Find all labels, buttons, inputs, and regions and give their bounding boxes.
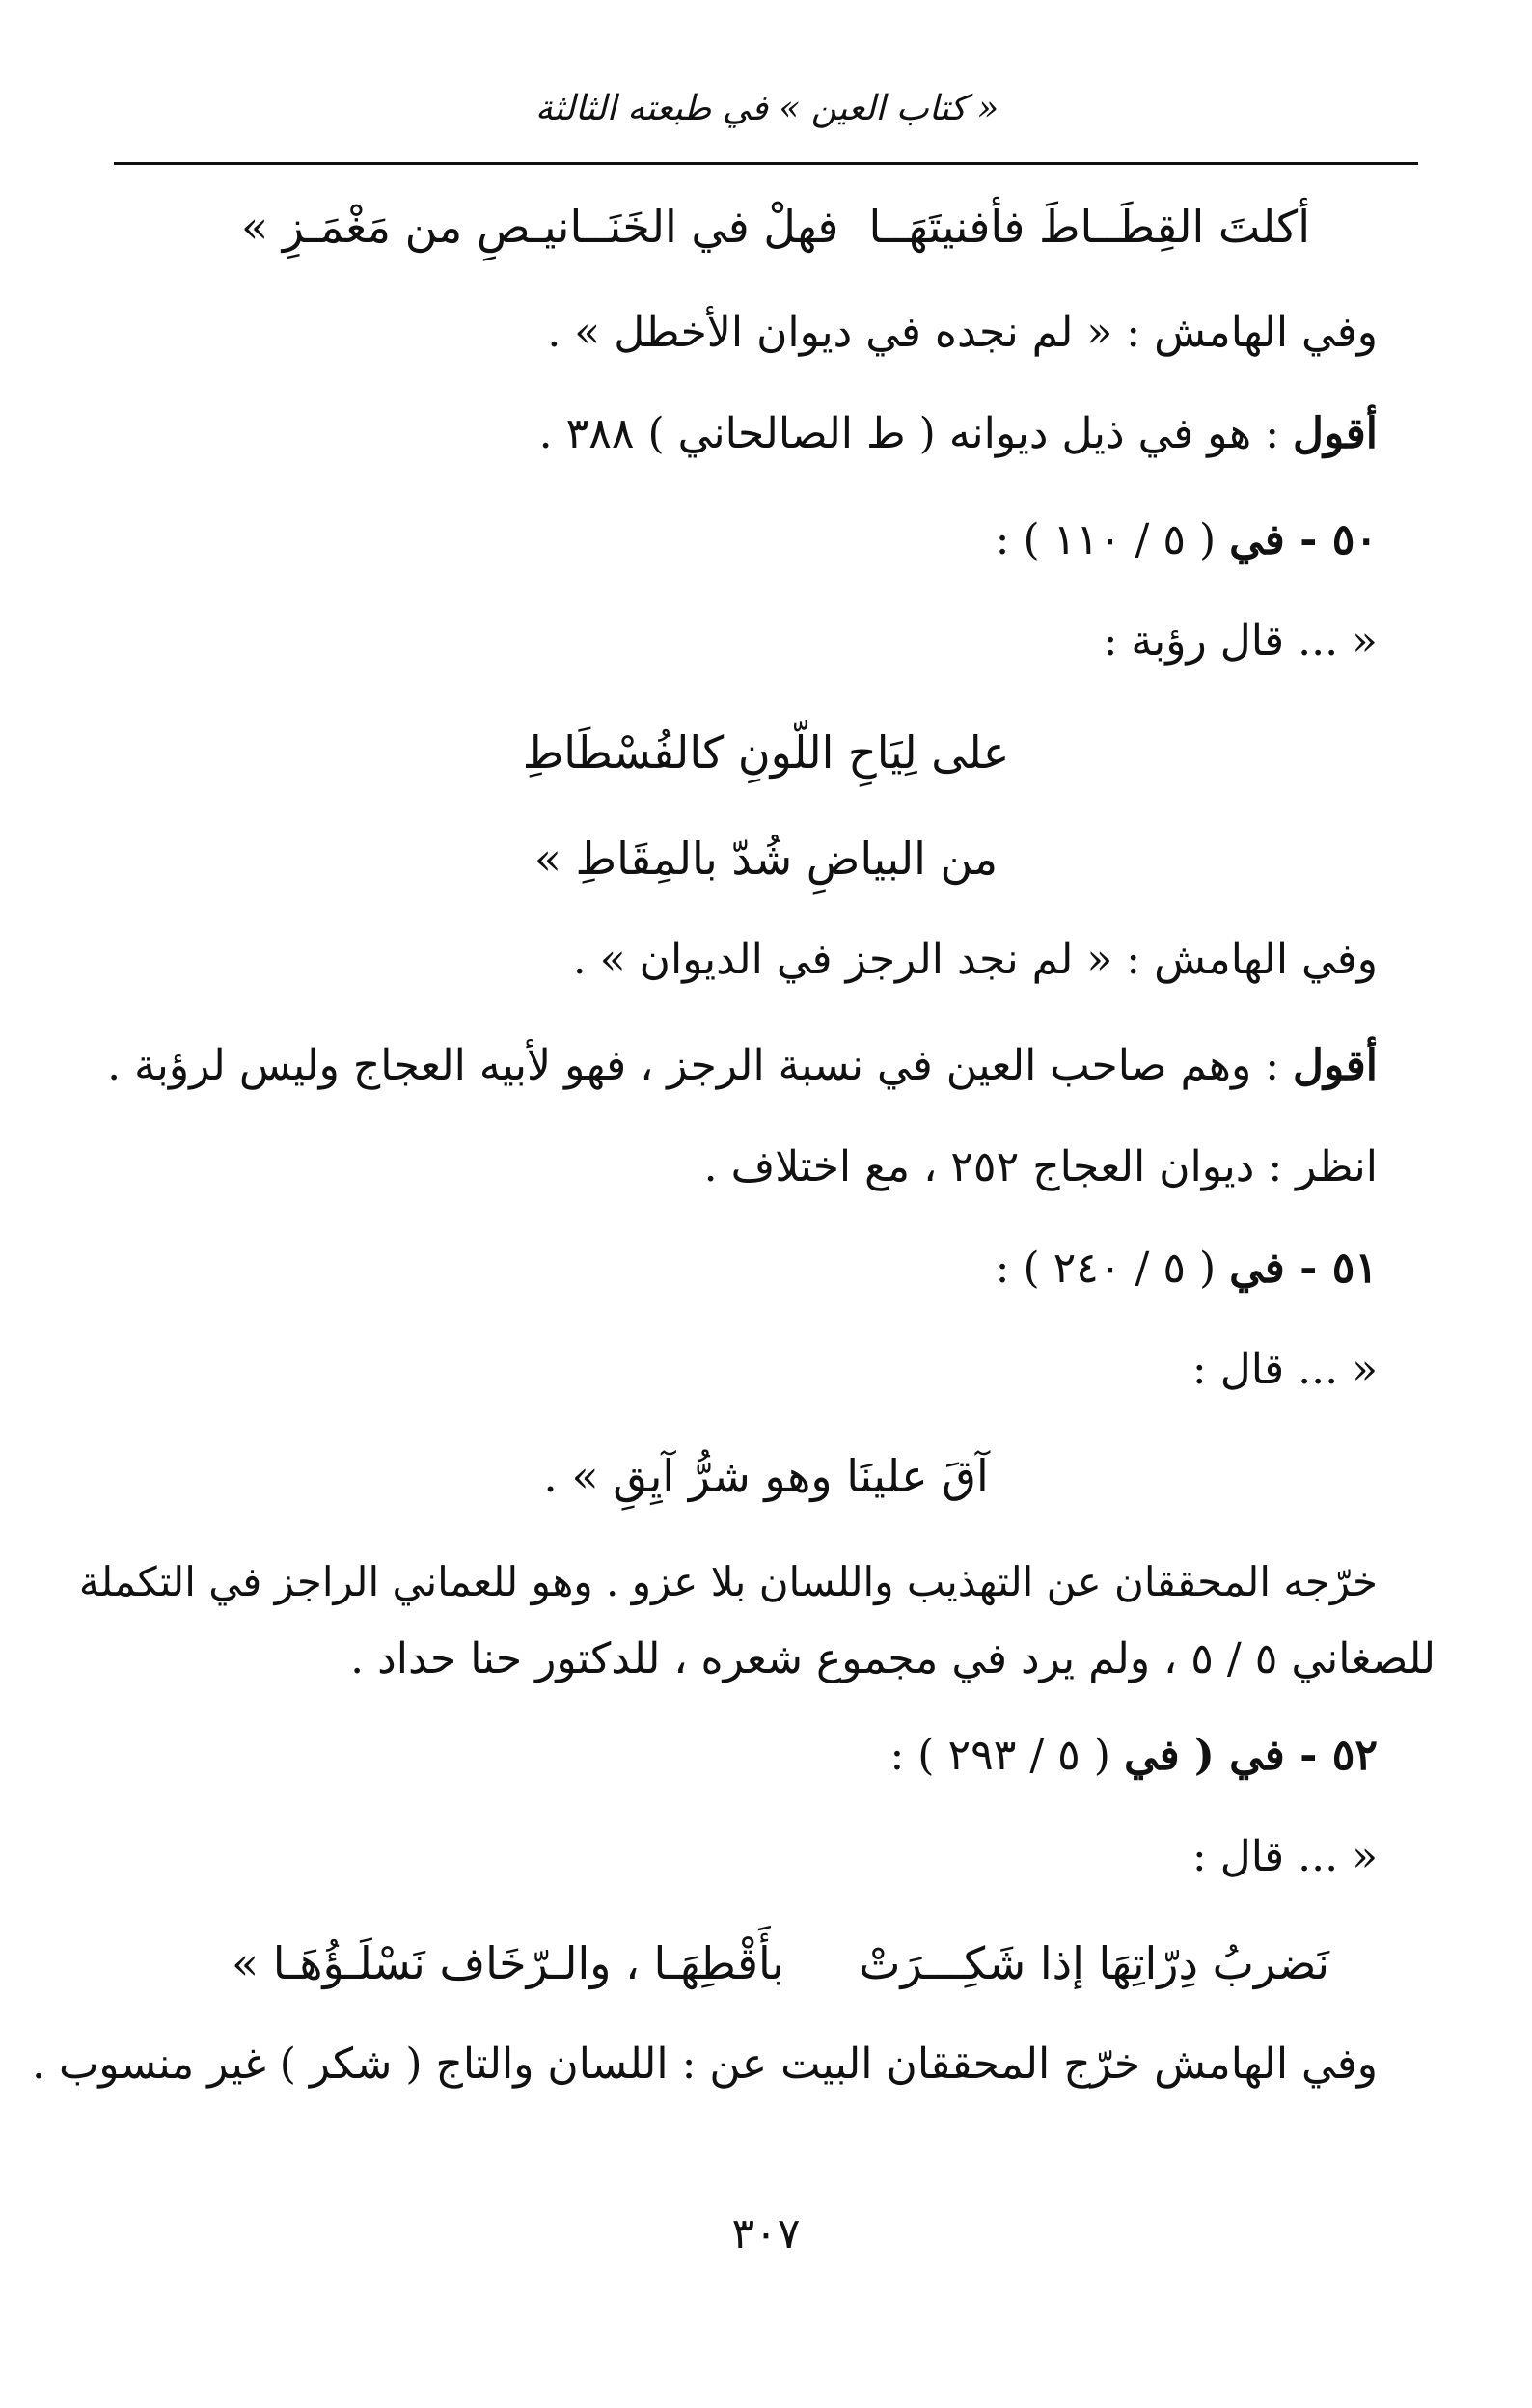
quote-52: « ... قال : (1191, 1832, 1378, 1881)
quote-50: « ... قال رؤبة : (1103, 616, 1378, 666)
verse-2-first-hemistich: نَضربُ دِرّاتِهَا إذا شَكِـــرَتْ (859, 1937, 1329, 1989)
aqul-1 (125, 405, 1378, 463)
verse-2-second-hemistich: بأَقْطِهَـا ، والـرّخَاف نَسْلَـؤُهَـا » (232, 1937, 784, 1989)
running-head: « كتاب العين » في طبعته الثالثة (534, 89, 999, 128)
entry-52 (125, 1727, 1378, 1785)
verse-1-first-hemistich: أكلتَ القِطَــاطَ فأفنيتَهَــا (868, 201, 1310, 253)
aqul-2-label: أقول (1293, 1041, 1378, 1090)
aqul-1-label: أقول (1293, 409, 1378, 458)
entry-51 (125, 1240, 1378, 1298)
entry-50 (125, 511, 1378, 569)
entry-52-label: ٥٢ - في ( في (1123, 1731, 1378, 1780)
entry-52-ref: ( ٥ / ٢٩٣ ) : (889, 1731, 1124, 1780)
entry-50-ref: ( ٥ / ١١٠ ) : (995, 515, 1230, 564)
entry-51-ref: ( ٥ / ٢٤٠ ) : (995, 1244, 1230, 1293)
aqul-1-text: : هو في ذيل ديوانه ( ط الصالحاني ) ٣٨٨ . (538, 409, 1294, 458)
header-rule (114, 162, 1418, 165)
comment-51-line-2: للصغاني ٥ / ٥ ، ولم يرد في مجموع شعره ، للدكتور حنا حداد . (350, 1634, 1436, 1683)
entry-50-label: ٥٠ - في (1229, 515, 1378, 564)
aqul-2 (107, 1037, 1378, 1095)
aqul-2-text: : وهم صاحب العين في نسبة الرجز ، فهو لأبيه العجاج وليس لرؤبة . (107, 1041, 1294, 1090)
page-number: ٣٠٧ (731, 2209, 801, 2258)
unzur-line: انظر : ديوان العجاج ٢٥٢ ، مع اختلاف . (703, 1142, 1378, 1191)
margin-note-1: وفي الهامش : « لم نجده في ديوان الأخطل » . (547, 308, 1378, 357)
comment-51-line-1: خرّجه المحققان عن التهذيب واللسان بلا عزو . وهو للعماني الراجز في التكملة (78, 1558, 1378, 1605)
entry-51-label: ٥١ - في (1229, 1244, 1378, 1293)
final-margin-note: وفي الهامش خرّج المحققان البيت عن : اللسان والتاج ( شكر ) غير منسوب . (31, 2039, 1378, 2089)
rajaz-50-line-2: من البياضِ شُدّ بالمِقَاطِ » (533, 833, 999, 885)
margin-note-2: وفي الهامش : « لم نجد الرجز في الديوان » . (572, 935, 1378, 984)
rajaz-50-line-1: على لِيَاحِ اللّونِ كالفُسْطَاطِ (522, 726, 1010, 779)
verse-1-second-hemistich: فهلْ في الخَنَــانيـصِ من مَغْمَـزِ » (241, 201, 839, 253)
quote-51: « ... قال : (1191, 1345, 1378, 1394)
rajaz-51: آقَ علينَا وهو شرُّ آيِقِ » . (543, 1450, 989, 1502)
